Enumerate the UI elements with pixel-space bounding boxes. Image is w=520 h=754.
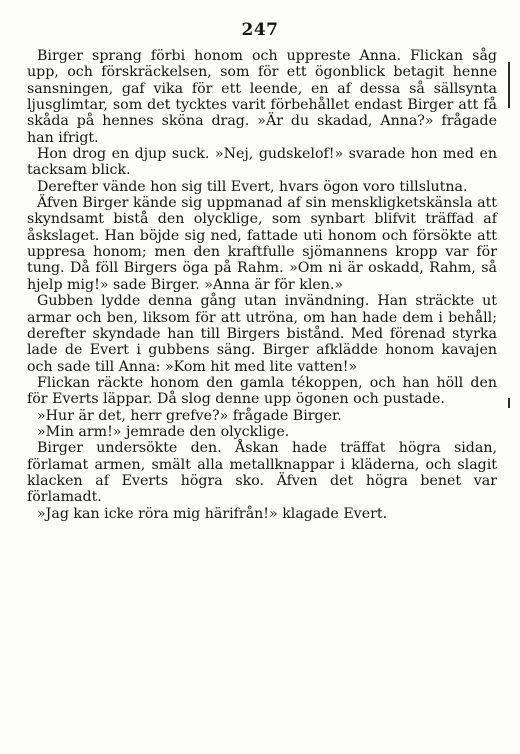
paragraph-2: Hon drog en djup suck. »Nej, gudskelof!» svarade hon med en tacksam blick. xyxy=(27,146,497,179)
paragraph-5: Gubben lydde denna gång utan invändning. Han sträckte ut armar och ben, liksom för att utröna, om han hade dem i behåll; derefter skyndade han till Birgers bistånd. Med förenad styrka lade de Evert i gubbens säng. Birger afklädde honom kavajen och sade till Anna: »Kom hit med lite vatten!» xyxy=(27,293,497,375)
body-text xyxy=(27,48,497,522)
page-edge-mark-upper xyxy=(508,62,510,108)
paragraph-9: Birger undersökte den. Åskan hade träffat högra sidan, förlamat armen, smält alla metallknappar i kläderna, och slagit klacken af Everts högra sko. Äfven det högra benet var förlamadt. xyxy=(27,440,497,506)
paragraph-1: Birger sprang förbi honom och uppreste Anna. Flickan såg upp, och förskräckelsen, som för ett ögonblick betagit henne sansningen, gaf vika för ett leende, en af dessa så sällsynta ljusglimtar, som det tycktes varit förbehållet endast Birger att få skåda på hennes sköna drag. »Är du skadad, Anna?» frågade han ifrigt. xyxy=(27,48,497,146)
paragraph-3: Derefter vände hon sig till Evert, hvars ögon voro tillslutna. xyxy=(37,178,468,195)
paragraph-7: »Hur är det, herr grefve?» frågade Birger. xyxy=(37,407,342,424)
page-edge-mark-lower xyxy=(508,398,510,408)
paragraph-8: »Min arm!» jemrade den olycklige. xyxy=(37,423,290,440)
paragraph-4: Äfven Birger kände sig uppmanad af sin menskligketskänsla att skyndsamt bistå den olycklige, som synbart blifvit träffad af åskslaget. Han böjde sig ned, fattade uti honom och försökte att uppresa honom; men den kraftfulle sjömannens kropp var för tung. Då föll Birgers öga på Rahm. »Om ni är oskadd, Rahm, så hjelp mig!» sade Birger. »Anna är för klen.» xyxy=(27,195,497,293)
paragraph-6: Flickan räckte honom den gamla tékoppen, och han höll den för Everts läppar. Då slog denne upp ögonen och pustade. xyxy=(27,374,497,408)
paragraph-10: »Jag kan icke röra mig härifrån!» klagade Evert. xyxy=(37,505,388,522)
page-number: 247 xyxy=(241,20,279,40)
